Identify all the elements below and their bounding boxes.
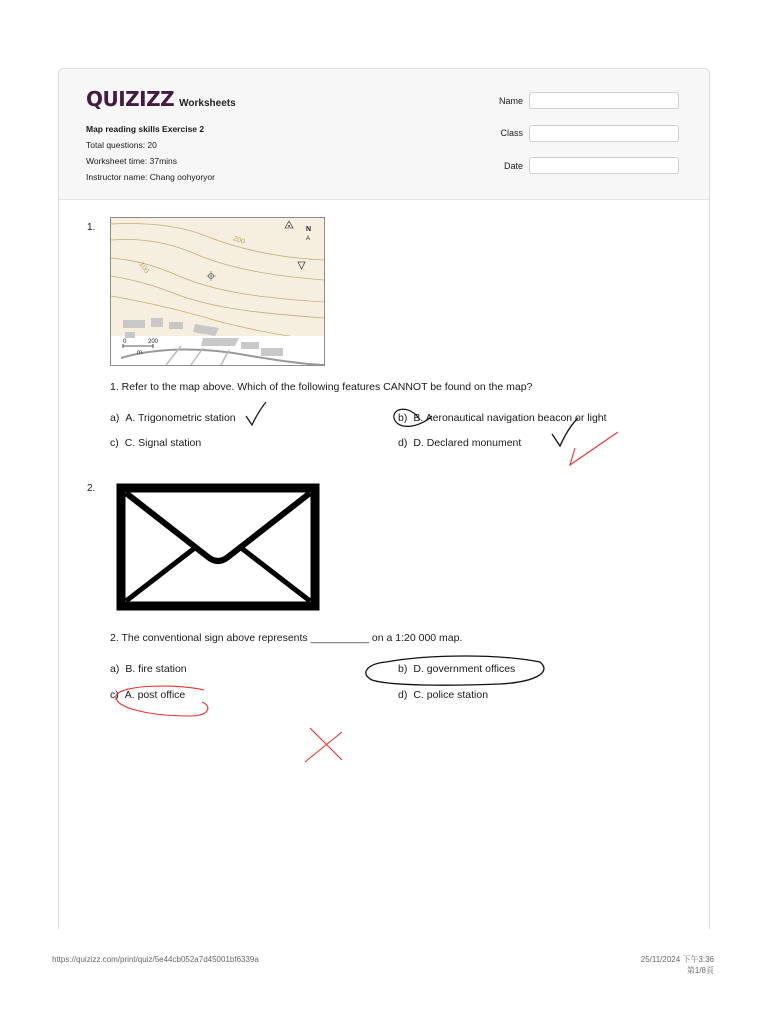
map-north-n: N: [306, 226, 312, 233]
question-1-text: 1. Refer to the map above. Which of the following features CANNOT be found on the map?: [110, 381, 533, 393]
question-1-number: 1.: [87, 222, 96, 233]
q1-option-a-text: A. Trigonometric station: [125, 412, 236, 424]
q1-option-a-letter: a): [110, 412, 120, 424]
topographic-map: [111, 218, 324, 365]
q2-option-d-letter: d): [398, 689, 408, 701]
class-label: Class: [500, 128, 523, 138]
worksheet-meta: [86, 121, 215, 185]
date-label: Date: [503, 161, 523, 171]
total-questions: Total questions: 20: [86, 140, 157, 150]
q1-option-c-letter: c): [110, 437, 119, 449]
question-2-text: 2. The conventional sign above represents __________ on a 1:20 000 map.: [110, 632, 463, 644]
q1-option-d[interactable]: [398, 437, 521, 449]
q2-option-a-letter: a): [110, 663, 120, 675]
q2-option-a-text: B. fire station: [125, 663, 187, 675]
q1-option-d-letter: d): [398, 437, 408, 449]
q1-option-b-letter: b): [398, 412, 408, 424]
q2-option-a[interactable]: [110, 663, 187, 675]
q1-option-a[interactable]: [110, 412, 236, 424]
q1-option-b[interactable]: [398, 412, 607, 424]
footer-datetime: 25/11/2024 下午3:36: [640, 955, 714, 964]
map-scale-unit: m: [137, 350, 142, 356]
q2-option-d-text: C. police station: [413, 689, 489, 701]
class-field[interactable]: [529, 125, 679, 142]
q2-option-c[interactable]: [110, 689, 185, 701]
q2-option-b-text: D. government offices: [413, 663, 516, 675]
footer-page-number: 第1/8頁: [686, 966, 714, 975]
quizizz-logo: [86, 87, 236, 111]
worksheet-time: Worksheet time: 37mins: [86, 156, 178, 166]
name-label: Name: [498, 96, 523, 106]
logo-subtitle: Worksheets: [179, 98, 236, 109]
map-contour-label-100: 100: [137, 261, 150, 275]
map-contour-label-200: 200: [232, 235, 246, 246]
q2-option-c-text: A. post office: [124, 689, 186, 701]
q1-option-b-text: B. Aeronautical navigation beacon or light: [413, 412, 607, 424]
instructor-name: Instructor name: Chang oohyoryor: [86, 172, 215, 182]
q1-option-c[interactable]: [110, 437, 201, 449]
q1-option-d-text: D. Declared monument: [413, 437, 522, 449]
date-field[interactable]: [529, 157, 679, 174]
logo-wordmark: QUIZIZZ: [86, 87, 175, 111]
envelope-icon: [116, 483, 320, 611]
footer-info: [641, 954, 714, 976]
q2-option-b-letter: b): [398, 663, 408, 675]
worksheet-title: Map reading skills Exercise 2: [86, 124, 205, 134]
footer-url: https://quizizz.com/print/quiz/5e44cb052a7d45001bf6339a: [52, 955, 259, 964]
q2-option-d[interactable]: [398, 689, 488, 701]
q1-option-c-text: C. Signal station: [124, 437, 202, 449]
worksheet-header: [59, 69, 709, 200]
q2-option-b[interactable]: [398, 663, 515, 675]
worksheet-card: [58, 68, 710, 929]
name-field[interactable]: [529, 92, 679, 109]
beacon-icon: [298, 262, 305, 269]
question-1-map-image: [110, 217, 325, 366]
map-north-a: A: [306, 236, 311, 242]
question-2-number: 2.: [87, 483, 96, 494]
q2-option-c-letter: c): [110, 689, 119, 701]
map-scale-0: 0: [123, 339, 127, 345]
map-scale-200: 200: [148, 339, 159, 345]
